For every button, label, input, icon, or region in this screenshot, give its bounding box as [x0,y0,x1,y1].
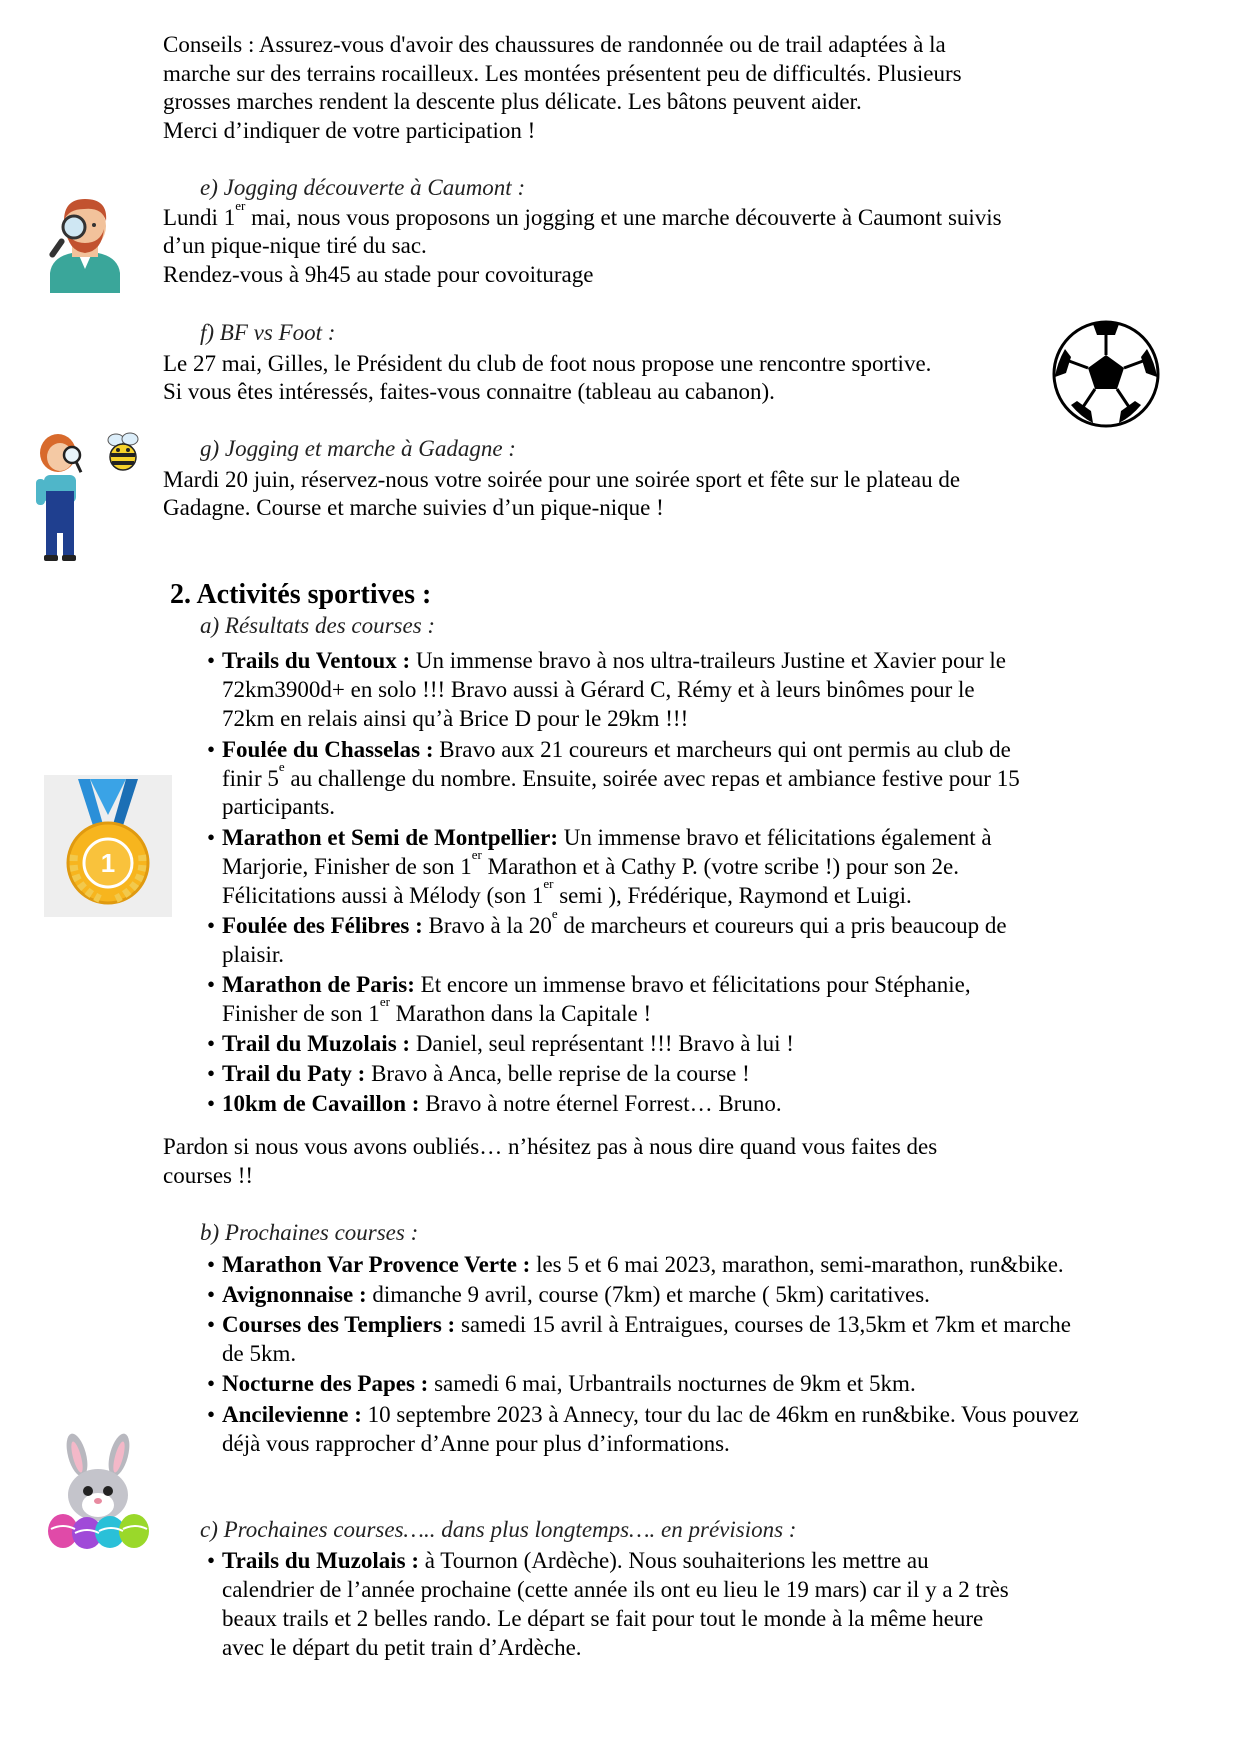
next-races-subheading: b) Prochaines courses : [200,1220,419,1245]
conseils-line-3: grosses marches rendent la descente plus délicate. Les bâtons peuvent aider. [163,89,862,114]
section-f-heading: f) BF vs Foot : [200,320,336,345]
results-subheading: a) Résultats des courses : [200,613,436,638]
section-g-heading: g) Jogging et marche à Gadagne : [200,436,516,461]
pardon-line-1: Pardon si nous vous avons oubliés… n’hésitez pas à nous dire quand vous faites des [163,1134,938,1159]
detective-man-icon [44,193,126,293]
conseils-line-4: Merci d’indiquer de votre participation ! [163,118,536,143]
section-e-line-3: Rendez-vous à 9h45 au stade pour covoiturage [163,262,594,287]
section-f-line-1: Le 27 mai, Gilles, le Président du club de foot nous propose une rencontre sportive. [163,351,932,376]
section-f-line-2: Si vous êtes intéressés, faites-vous connaitre (tableau au cabanon). [163,379,775,404]
conseils-line-2: marche sur des terrains rocailleux. Les montées présentent peu de difficultés. Plusieurs [163,61,962,86]
section-e-line-2: d’un pique-nique tiré du sac. [163,233,427,258]
later-races-subheading: c) Prochaines courses….. dans plus longtemps…. en prévisions : [200,1517,797,1542]
section-e-line-1: Lundi 1er mai, nous vous proposons un jogging et une marche découverte à Caumont suivis [163,198,1002,230]
section-2-title: 2. Activités sportives : [170,579,432,610]
section-e-heading: e) Jogging découverte à Caumont : [200,175,526,200]
medal-number: 1 [100,848,116,878]
section-g-line-1: Mardi 20 juin, réservez-nous votre soirée pour une soirée sport et fête sur le plateau de [163,467,961,492]
easter-bunny-icon [43,1433,153,1549]
detective-girl-icon [30,433,102,563]
pardon-line-2: courses !! [163,1163,254,1188]
soccer-ball-icon [1051,319,1161,429]
section-g-line-2: Gadagne. Course et marche suivies d’un pique-nique ! [163,495,664,520]
bee-icon [103,430,143,474]
gold-medal-icon [44,775,172,917]
conseils-line-1: Conseils : Assurez-vous d'avoir des chaussures de randonnée ou de trail adaptées à la [163,32,946,57]
